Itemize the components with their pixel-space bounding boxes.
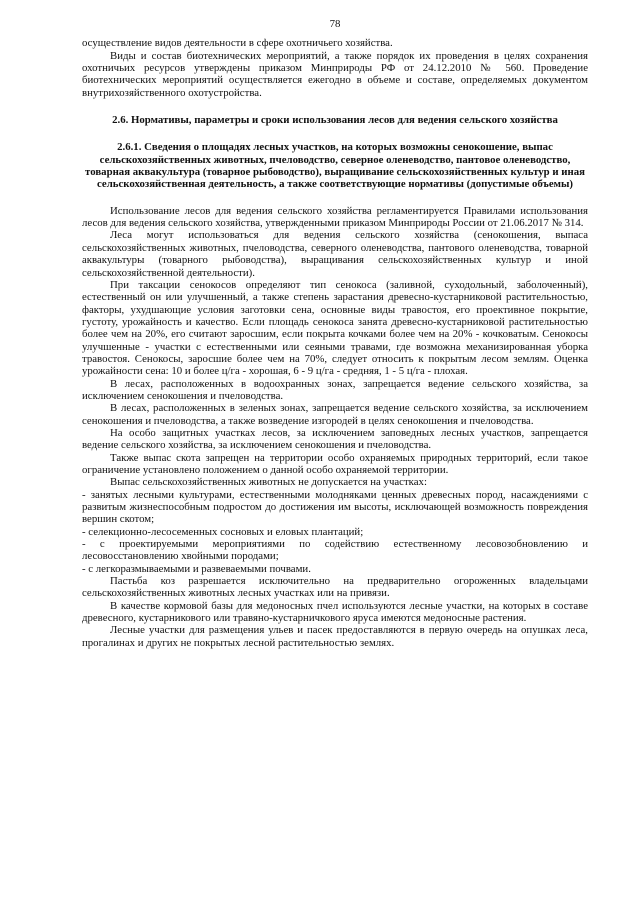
body-paragraph: В качестве кормовой базы для медоносных пчел используются лесные участки, на которых в составе древесного, кустарникового или травяно-кустарничкового яруса имеются медоносные растения. xyxy=(82,599,588,625)
body-paragraph: Леса могут использоваться для ведения сельского хозяйства (сенокошения, выпаса сельскохозяйственных животных, пчеловодства, северного оленеводства, пантового оленеводства, товарной аквакультуры (товарного рыбоводства), выращивания сельскохозяйственных культур и иной сельскохозяйственной деятельности). xyxy=(82,229,588,279)
subsection-heading: 2.6.1. Сведения о площадях лесных участков, на которых возможны сенокошение, выпас сельскохозяйственных животных, пчеловодство, северное оленеводство, пантовое оленеводство, товарная аквакультура (товарное рыбоводство), выращивание сельскохозяйственных культур и иная сельскохозяйственная деятельность, а также соответствующие нормативы (допустимые объемы) xyxy=(85,141,585,191)
body-paragraph: В лесах, расположенных в зеленых зонах, запрещается ведение сельского хозяйства, за исключением сенокошения и пчеловодства, а также возведение изгородей в целях сенокошения и пчеловодства. xyxy=(82,402,588,427)
body-paragraph: В лесах, расположенных в водоохранных зонах, запрещается ведение сельского хозяйства, за исключением сенокошения и пчеловодства. xyxy=(82,377,588,402)
page-number: 78 xyxy=(329,18,341,30)
body-paragraph: Использование лесов для ведения сельского хозяйства регламентируется Правилами использования лесов для ведения сельского хозяйства, утвержденными приказом Минприроды России от 21.06.2017 № 314. xyxy=(82,204,588,230)
body-paragraph: На особо защитных участках лесов, за исключением заповедных лесных участков, запрещается ведение сельского хозяйства, за исключением сенокошения и пчеловодства. xyxy=(82,426,588,452)
list-item: - занятых лесными культурами, естественными молодняками ценных древесных пород, насаждениями с развитым жизнеспособным подростом до достижения им высоты, исключающей возможность повреждения вершин скотом; xyxy=(82,488,588,526)
list-item: - с легкоразмываемыми и развеваемыми почвами. xyxy=(82,562,311,575)
intro-paragraph-1: осуществление видов деятельности в сфере охотничьего хозяйства. xyxy=(82,37,393,50)
list-item: - с проектируемыми мероприятиями по содействию естественному лесовозобновлению и лесовосстановлению хвойными породами; xyxy=(82,538,588,563)
body-paragraph: Также выпас скота запрещен на территории особо охраняемых природных территорий, если такое ограничение установлено положением о данной особо охраняемой территории. xyxy=(82,451,588,476)
section-heading: 2.6. Нормативы, параметры и сроки использования лесов для ведения сельского хозяйства xyxy=(112,114,558,127)
body-paragraph: Пастьба коз разрешается исключительно на предварительно огороженных владельцами сельскохозяйственных животных лесных участках или на привязи. xyxy=(82,575,588,600)
body-paragraph: Выпас сельскохозяйственных животных не допускается на участках: xyxy=(110,476,427,489)
list-item: - селекционно-лесосеменных сосновых и еловых плантаций; xyxy=(82,525,364,538)
body-paragraph: При таксации сенокосов определяют тип сенокоса (заливной, суходольный, заболоченный), естественный он или улучшенный, а также степень зарастания древесно-кустарниковой растительностью, факторы, ухудшающие условия заготовки сена, основные виды травостоя, его проективное покрытие, густоту, урожайность и качество. Если площадь сенокоса занята древесно-кустарниковой растительностью более чем на 20%, его считают заросшим, если покрыта кочками более чем на 20% - кочковатым. Сенокосы улучшенные - участки с естественными или сеяными травами, где возможна механизированная уборка травостоя. Сенокосы, заросшие более чем на 70%, следует относить к покрытым лесом землям. Оценка урожайности сена: 10 и более ц/га - хорошая, 6 - 9 ц/га - средняя, 1 - 5 ц/га - плохая. xyxy=(82,278,588,378)
body-paragraph: Лесные участки для размещения ульев и пасек предоставляются в первую очередь на опушках леса, прогалинах и других не покрытых лесной растительностью землях. xyxy=(82,624,588,649)
intro-paragraph-2: Виды и состав биотехнических мероприятий, а также порядок их проведения в целях сохранения охотничьих ресурсов утверждены приказом Минприроды РФ от 24.12.2010 № 560. Проведение биотехнических мероприятий осуществляется ежегодно в объеме и составе, определяемых документом внутрихозяйственного охотустройства. xyxy=(82,49,588,99)
